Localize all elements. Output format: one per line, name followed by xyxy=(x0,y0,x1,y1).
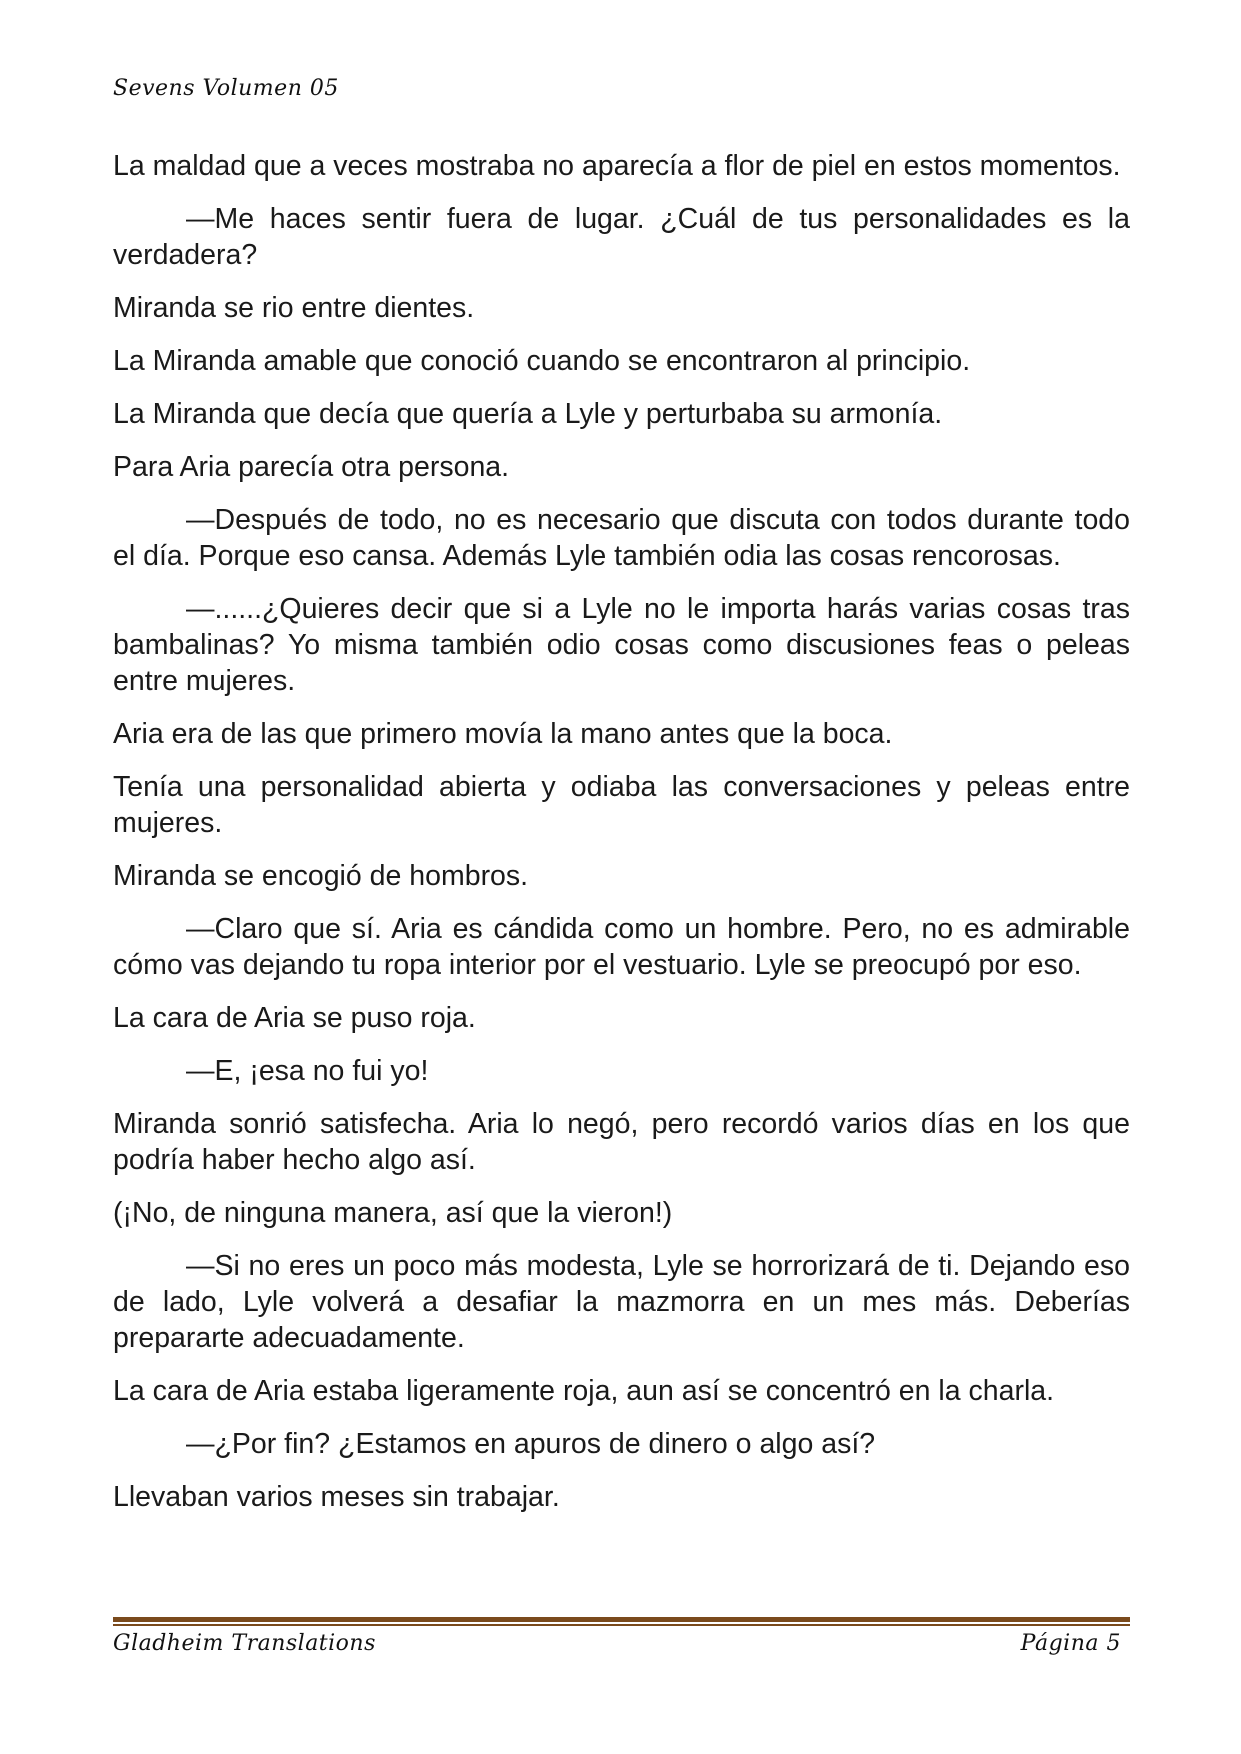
paragraph: Llevaban varios meses sin trabajar. xyxy=(113,1481,560,1513)
paragraph: La Miranda que decía que quería a Lyle y perturbaba su armonía. xyxy=(113,398,943,430)
footer-divider xyxy=(113,1617,1130,1627)
running-title: Sevens Volumen 05 xyxy=(113,76,339,101)
footer-divider-thick xyxy=(113,1617,1130,1622)
paragraph: (¡No, de ninguna manera, así que la vieron!) xyxy=(113,1197,673,1229)
dialog-paragraph: —E, ¡esa no fui yo! xyxy=(186,1055,429,1087)
dialog-paragraph: —Me haces sentir fuera de lugar. ¿Cuál de tus personalidades es la verdadera? xyxy=(113,203,1130,271)
dialog-paragraph: —Después de todo, no es necesario que discuta con todos durante todo el día. Porque eso cansa. Además Lyle también odia las cosas rencorosas. xyxy=(113,504,1130,572)
footer-divider-thin xyxy=(113,1624,1130,1626)
body-text xyxy=(113,148,1130,1532)
paragraph: La maldad que a veces mostraba no aparecía a flor de piel en estos momentos. xyxy=(113,150,1121,182)
page-number: Página 5 xyxy=(1020,1631,1121,1656)
paragraph: La cara de Aria se puso roja. xyxy=(113,1002,476,1034)
dialog-paragraph: —¿Por fin? ¿Estamos en apuros de dinero o algo así? xyxy=(186,1428,876,1460)
paragraph: Para Aria parecía otra persona. xyxy=(113,451,510,483)
dialog-paragraph: —Si no eres un poco más modesta, Lyle se horrorizará de ti. Dejando eso de lado, Lyle volverá a desafiar la mazmorra en un mes más. Deberías prepararte adecuadamente. xyxy=(113,1250,1130,1354)
footer-credit: Gladheim Translations xyxy=(113,1631,376,1656)
paragraph: La cara de Aria estaba ligeramente roja, aun así se concentró en la charla. xyxy=(113,1375,1055,1407)
paragraph: Miranda se encogió de hombros. xyxy=(113,860,529,892)
paragraph: Tenía una personalidad abierta y odiaba las conversaciones y peleas entre mujeres. xyxy=(113,771,1130,839)
dialog-paragraph: —Claro que sí. Aria es cándida como un hombre. Pero, no es admirable cómo vas dejando tu ropa interior por el vestuario. Lyle se preocupó por eso. xyxy=(113,913,1130,981)
paragraph: Miranda se rio entre dientes. xyxy=(113,292,475,324)
dialog-paragraph: —......¿Quieres decir que si a Lyle no le importa harás varias cosas tras bambalinas? Yo misma también odio cosas como discusiones feas o peleas entre mujeres. xyxy=(113,593,1130,697)
paragraph: Miranda sonrió satisfecha. Aria lo negó, pero recordó varios días en los que podría haber hecho algo así. xyxy=(113,1108,1130,1176)
paragraph: Aria era de las que primero movía la mano antes que la boca. xyxy=(113,718,893,750)
paragraph: La Miranda amable que conoció cuando se encontraron al principio. xyxy=(113,345,971,377)
